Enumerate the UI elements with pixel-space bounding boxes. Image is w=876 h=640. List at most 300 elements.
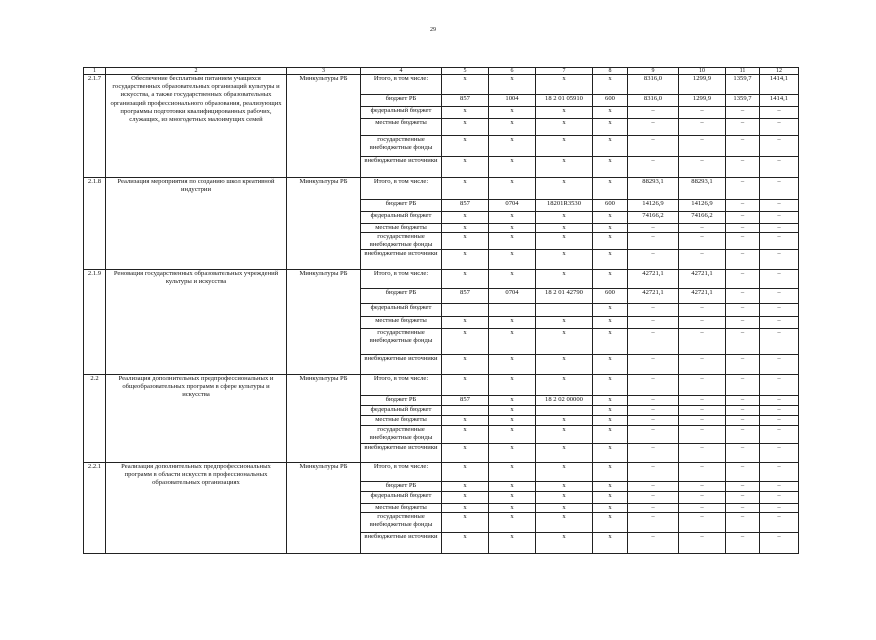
value-cell-9: 42721,1 [628, 288, 679, 303]
value-cell-11: – [726, 462, 760, 481]
item-number-cell: 2.1.8 [84, 178, 106, 270]
table-body [84, 75, 799, 554]
value-cell-11: – [726, 157, 760, 178]
value-cell-7: x [536, 415, 593, 425]
value-cell-5: x [442, 316, 489, 328]
value-cell-10: – [679, 532, 726, 553]
value-cell-11: – [726, 512, 760, 532]
value-cell-5: x [442, 249, 489, 269]
value-cell-8: x [593, 303, 628, 316]
value-cell-9: – [628, 224, 679, 233]
value-cell-10: – [679, 491, 726, 503]
value-cell-9: – [628, 328, 679, 354]
value-cell-6: x [489, 354, 536, 374]
value-cell-12: – [760, 328, 799, 354]
table-row [84, 178, 799, 200]
value-cell-8: x [593, 462, 628, 481]
value-cell-9: – [628, 395, 679, 405]
ministry-cell: Минкультуры РБ [287, 374, 361, 462]
funding-source-cell: государственные внебюджетные фонды [361, 328, 442, 354]
value-cell-6: x [489, 532, 536, 553]
value-cell-11: – [726, 232, 760, 249]
value-cell-11: – [726, 303, 760, 316]
value-cell-7: x [536, 328, 593, 354]
value-cell-9: – [628, 303, 679, 316]
funding-source-cell: Итого, в том числе: [361, 374, 442, 395]
item-number-cell: 2.2.1 [84, 462, 106, 553]
value-cell-5: x [442, 512, 489, 532]
value-cell-12: – [760, 415, 799, 425]
value-cell-10: – [679, 395, 726, 405]
table-row [84, 75, 799, 95]
value-cell-10: – [679, 481, 726, 491]
measure-description-cell: Реализация дополнительных предпрофессиональных программ в области искусств в профессиональных образовательных организациях [106, 462, 287, 553]
value-cell-8: x [593, 532, 628, 553]
header-cell: 8 [593, 68, 628, 75]
value-cell-9: – [628, 481, 679, 491]
funding-source-cell: местные бюджеты [361, 224, 442, 233]
value-cell-11: – [726, 532, 760, 553]
value-cell-6: x [489, 503, 536, 512]
value-cell-11: – [726, 107, 760, 119]
value-cell-6: x [489, 107, 536, 119]
value-cell-7: x [536, 269, 593, 288]
header-cell: 11 [726, 68, 760, 75]
value-cell-8: x [593, 136, 628, 157]
value-cell-8: x [593, 395, 628, 405]
ministry-cell: Минкультуры РБ [287, 75, 361, 178]
value-cell-5: x [442, 119, 489, 136]
value-cell-11: – [726, 269, 760, 288]
value-cell-7: x [536, 354, 593, 374]
value-cell-11: – [726, 136, 760, 157]
value-cell-5: x [442, 443, 489, 462]
measure-description-cell: Реализация дополнительных предпрофессиональных и общеобразовательных программ в сфере культуры и искусства [106, 374, 287, 462]
funding-source-cell: бюджет РБ [361, 95, 442, 107]
value-cell-10: 14126,9 [679, 200, 726, 212]
value-cell-11: – [726, 415, 760, 425]
value-cell-9: – [628, 354, 679, 374]
value-cell-10: 1299,9 [679, 95, 726, 107]
value-cell-8: x [593, 481, 628, 491]
value-cell-11: – [726, 354, 760, 374]
value-cell-6: x [489, 136, 536, 157]
value-cell-11: – [726, 374, 760, 395]
header-cell: 3 [287, 68, 361, 75]
value-cell-6: x [489, 224, 536, 233]
value-cell-11: 1359,7 [726, 75, 760, 95]
value-cell-6: x [489, 157, 536, 178]
value-cell-6: x [489, 232, 536, 249]
header-cell: 12 [760, 68, 799, 75]
value-cell-6: x [489, 249, 536, 269]
value-cell-9: – [628, 512, 679, 532]
value-cell-11: – [726, 481, 760, 491]
ministry-cell: Минкультуры РБ [287, 269, 361, 374]
funding-source-cell: государственные внебюджетные фонды [361, 136, 442, 157]
value-cell-5: x [442, 532, 489, 553]
value-cell-6: x [489, 415, 536, 425]
value-cell-5: x [442, 232, 489, 249]
value-cell-5: x [442, 481, 489, 491]
value-cell-7: x [536, 512, 593, 532]
value-cell-10: – [679, 303, 726, 316]
funding-source-cell: федеральный бюджет [361, 491, 442, 503]
value-cell-5: x [442, 178, 489, 200]
value-cell-7: x [536, 136, 593, 157]
value-cell-9: 8316,0 [628, 95, 679, 107]
value-cell-12: 1414,1 [760, 75, 799, 95]
value-cell-10: – [679, 157, 726, 178]
value-cell-7: x [536, 374, 593, 395]
value-cell-7: x [536, 443, 593, 462]
value-cell-8: x [593, 374, 628, 395]
value-cell-10: – [679, 354, 726, 374]
measure-description-cell: Обеспечение бесплатным питанием учащихся государственных образовательных организаций культуры и искусства, а также государственных образовательных организаций профессионального образования, реализующих программы подготовки квалифицированных рабочих, служащих, из многодетных малоимущих семей [106, 75, 287, 178]
value-cell-11: – [726, 443, 760, 462]
value-cell-12: – [760, 232, 799, 249]
value-cell-10: – [679, 107, 726, 119]
value-cell-8: x [593, 316, 628, 328]
value-cell-11: – [726, 316, 760, 328]
funding-source-cell: бюджет РБ [361, 200, 442, 212]
funding-source-cell: внебюджетные источники [361, 249, 442, 269]
measure-description-cell: Реновация государственных образовательных учреждений культуры и искусства [106, 269, 287, 374]
value-cell-7: x [536, 532, 593, 553]
value-cell-6: x [489, 269, 536, 288]
value-cell-5: x [442, 415, 489, 425]
value-cell-5: 857 [442, 95, 489, 107]
value-cell-12: – [760, 136, 799, 157]
value-cell-6: x [489, 425, 536, 443]
value-cell-12: – [760, 532, 799, 553]
value-cell-6: x [489, 178, 536, 200]
value-cell-7: x [536, 491, 593, 503]
value-cell-9: – [628, 249, 679, 269]
value-cell-7: 18 2 02 00000 [536, 395, 593, 405]
value-cell-5: x [442, 503, 489, 512]
value-cell-9: – [628, 425, 679, 443]
value-cell-5: x [442, 491, 489, 503]
value-cell-8: x [593, 157, 628, 178]
value-cell-12: – [760, 462, 799, 481]
value-cell-7: x [536, 224, 593, 233]
value-cell-7: 18 2 01 05910 [536, 95, 593, 107]
value-cell-11: – [726, 395, 760, 405]
value-cell-7: x [536, 316, 593, 328]
value-cell-10: 88293,1 [679, 178, 726, 200]
value-cell-6: x [489, 328, 536, 354]
value-cell-5: x [442, 425, 489, 443]
value-cell-5: x [442, 157, 489, 178]
table-row [84, 462, 799, 481]
value-cell-12: – [760, 374, 799, 395]
value-cell-11: – [726, 224, 760, 233]
header-cell: 9 [628, 68, 679, 75]
value-cell-9: – [628, 415, 679, 425]
value-cell-10: – [679, 119, 726, 136]
value-cell-10: – [679, 249, 726, 269]
value-cell-9: – [628, 136, 679, 157]
value-cell-5: x [442, 269, 489, 288]
value-cell-8: x [593, 178, 628, 200]
value-cell-12: 1414,1 [760, 95, 799, 107]
value-cell-10: 74166,2 [679, 212, 726, 224]
value-cell-10: – [679, 405, 726, 415]
header-cell: 7 [536, 68, 593, 75]
value-cell-9: 88293,1 [628, 178, 679, 200]
header-cell: 6 [489, 68, 536, 75]
value-cell-11: – [726, 178, 760, 200]
value-cell-6: x [489, 462, 536, 481]
value-cell-10: – [679, 503, 726, 512]
value-cell-11: – [726, 119, 760, 136]
value-cell-8: x [593, 491, 628, 503]
value-cell-8: x [593, 328, 628, 354]
ministry-cell: Минкультуры РБ [287, 462, 361, 553]
value-cell-7: x [536, 157, 593, 178]
value-cell-8: x [593, 224, 628, 233]
value-cell-7 [536, 303, 593, 316]
value-cell-7: x [536, 119, 593, 136]
value-cell-12: – [760, 512, 799, 532]
value-cell-8: x [593, 249, 628, 269]
measure-description-cell: Реализация мероприятия по созданию школ креативной индустрии [106, 178, 287, 270]
value-cell-12: – [760, 107, 799, 119]
value-cell-5: x [442, 136, 489, 157]
funding-source-cell: бюджет РБ [361, 395, 442, 405]
funding-source-cell: внебюджетные источники [361, 532, 442, 553]
item-number-cell: 2.2 [84, 374, 106, 462]
value-cell-9: – [628, 462, 679, 481]
value-cell-7: x [536, 249, 593, 269]
funding-source-cell: государственные внебюджетные фонды [361, 512, 442, 532]
value-cell-9: – [628, 503, 679, 512]
value-cell-7: x [536, 107, 593, 119]
value-cell-9: – [628, 443, 679, 462]
value-cell-5: x [442, 354, 489, 374]
value-cell-8: x [593, 512, 628, 532]
funding-source-cell: Итого, в том числе: [361, 75, 442, 95]
value-cell-6: 1004 [489, 95, 536, 107]
table-row [84, 269, 799, 288]
value-cell-9: – [628, 491, 679, 503]
item-number-cell: 2.1.9 [84, 269, 106, 374]
value-cell-10: – [679, 224, 726, 233]
value-cell-12: – [760, 119, 799, 136]
value-cell-7: 18 2 01 42790 [536, 288, 593, 303]
value-cell-12: – [760, 395, 799, 405]
funding-source-cell: Итого, в том числе: [361, 178, 442, 200]
value-cell-9: 42721,1 [628, 269, 679, 288]
value-cell-5: x [442, 212, 489, 224]
funding-source-cell: государственные внебюджетные фонды [361, 232, 442, 249]
header-cell: 10 [679, 68, 726, 75]
value-cell-12: – [760, 354, 799, 374]
value-cell-12: – [760, 288, 799, 303]
value-cell-8: x [593, 232, 628, 249]
value-cell-6: 0704 [489, 200, 536, 212]
value-cell-11: – [726, 288, 760, 303]
value-cell-5: x [442, 75, 489, 95]
funding-source-cell: внебюджетные источники [361, 157, 442, 178]
value-cell-10: – [679, 425, 726, 443]
value-cell-12: – [760, 503, 799, 512]
funding-source-cell: внебюджетные источники [361, 443, 442, 462]
value-cell-7: x [536, 462, 593, 481]
value-cell-9: – [628, 157, 679, 178]
funding-source-cell: федеральный бюджет [361, 212, 442, 224]
value-cell-12: – [760, 425, 799, 443]
value-cell-5: x [442, 374, 489, 395]
value-cell-6: x [489, 119, 536, 136]
funding-source-cell: федеральный бюджет [361, 107, 442, 119]
value-cell-6: x [489, 443, 536, 462]
value-cell-7: x [536, 503, 593, 512]
value-cell-8: 600 [593, 200, 628, 212]
value-cell-7: x [536, 232, 593, 249]
value-cell-7 [536, 405, 593, 415]
value-cell-11: – [726, 425, 760, 443]
funding-source-cell: бюджет РБ [361, 481, 442, 491]
value-cell-9: 8316,0 [628, 75, 679, 95]
value-cell-5: x [442, 107, 489, 119]
value-cell-12: – [760, 316, 799, 328]
value-cell-11: – [726, 491, 760, 503]
header-cell: 2 [106, 68, 287, 75]
value-cell-10: 42721,1 [679, 269, 726, 288]
value-cell-5: x [442, 462, 489, 481]
table-row [84, 374, 799, 395]
value-cell-8: 600 [593, 95, 628, 107]
header-row [84, 68, 799, 75]
header-cell: 5 [442, 68, 489, 75]
value-cell-10: – [679, 462, 726, 481]
value-cell-9: – [628, 107, 679, 119]
value-cell-8: x [593, 75, 628, 95]
value-cell-6: x [489, 212, 536, 224]
value-cell-12: – [760, 443, 799, 462]
funding-source-cell: государственные внебюджетные фонды [361, 425, 442, 443]
value-cell-5 [442, 303, 489, 316]
value-cell-12: – [760, 200, 799, 212]
value-cell-11: – [726, 503, 760, 512]
ministry-cell: Минкультуры РБ [287, 178, 361, 270]
budget-table [83, 67, 799, 554]
value-cell-12: – [760, 303, 799, 316]
value-cell-10: – [679, 328, 726, 354]
value-cell-5: 857 [442, 200, 489, 212]
value-cell-6: x [489, 316, 536, 328]
value-cell-8: x [593, 503, 628, 512]
value-cell-7: x [536, 75, 593, 95]
value-cell-12: – [760, 405, 799, 415]
value-cell-8: x [593, 425, 628, 443]
value-cell-9: 74166,2 [628, 212, 679, 224]
value-cell-12: – [760, 224, 799, 233]
value-cell-5: 857 [442, 288, 489, 303]
value-cell-6: x [489, 481, 536, 491]
value-cell-10: 42721,1 [679, 288, 726, 303]
value-cell-11: – [726, 249, 760, 269]
funding-source-cell: федеральный бюджет [361, 405, 442, 415]
value-cell-6: x [489, 491, 536, 503]
funding-source-cell: федеральный бюджет [361, 303, 442, 316]
value-cell-11: – [726, 328, 760, 354]
value-cell-6: x [489, 512, 536, 532]
value-cell-12: – [760, 212, 799, 224]
value-cell-12: – [760, 157, 799, 178]
value-cell-10: – [679, 232, 726, 249]
value-cell-11: 1359,7 [726, 95, 760, 107]
value-cell-6: x [489, 395, 536, 405]
value-cell-9: – [628, 532, 679, 553]
funding-source-cell: местные бюджеты [361, 316, 442, 328]
funding-source-cell: бюджет РБ [361, 288, 442, 303]
funding-source-cell: внебюджетные источники [361, 354, 442, 374]
value-cell-12: – [760, 491, 799, 503]
value-cell-6: x [489, 405, 536, 415]
value-cell-8: x [593, 212, 628, 224]
page-number: 29 [430, 27, 436, 33]
value-cell-6: x [489, 75, 536, 95]
header-cell: 1 [84, 68, 106, 75]
value-cell-8: x [593, 405, 628, 415]
value-cell-9: – [628, 119, 679, 136]
value-cell-12: – [760, 249, 799, 269]
value-cell-7: x [536, 425, 593, 443]
value-cell-5: x [442, 224, 489, 233]
value-cell-8: x [593, 415, 628, 425]
value-cell-7: 18201R3530 [536, 200, 593, 212]
value-cell-11: – [726, 405, 760, 415]
value-cell-6: 0704 [489, 288, 536, 303]
value-cell-7: x [536, 481, 593, 491]
value-cell-6 [489, 303, 536, 316]
funding-source-cell: местные бюджеты [361, 415, 442, 425]
value-cell-12: – [760, 269, 799, 288]
value-cell-12: – [760, 481, 799, 491]
value-cell-7: x [536, 212, 593, 224]
header-cell: 4 [361, 68, 442, 75]
value-cell-5: x [442, 328, 489, 354]
funding-source-cell: Итого, в том числе: [361, 269, 442, 288]
value-cell-5 [442, 405, 489, 415]
value-cell-8: x [593, 269, 628, 288]
value-cell-10: – [679, 316, 726, 328]
value-cell-8: 600 [593, 288, 628, 303]
value-cell-10: 1299,9 [679, 75, 726, 95]
value-cell-10: – [679, 512, 726, 532]
value-cell-9: – [628, 374, 679, 395]
item-number-cell: 2.1.7 [84, 75, 106, 178]
value-cell-10: – [679, 415, 726, 425]
value-cell-9: – [628, 232, 679, 249]
value-cell-6: x [489, 374, 536, 395]
funding-source-cell: местные бюджеты [361, 119, 442, 136]
value-cell-12: – [760, 178, 799, 200]
funding-source-cell: местные бюджеты [361, 503, 442, 512]
value-cell-11: – [726, 212, 760, 224]
value-cell-7: x [536, 178, 593, 200]
funding-source-cell: Итого, в том числе: [361, 462, 442, 481]
value-cell-10: – [679, 136, 726, 157]
value-cell-5: 857 [442, 395, 489, 405]
value-cell-8: x [593, 119, 628, 136]
value-cell-11: – [726, 200, 760, 212]
value-cell-8: x [593, 354, 628, 374]
value-cell-8: x [593, 443, 628, 462]
